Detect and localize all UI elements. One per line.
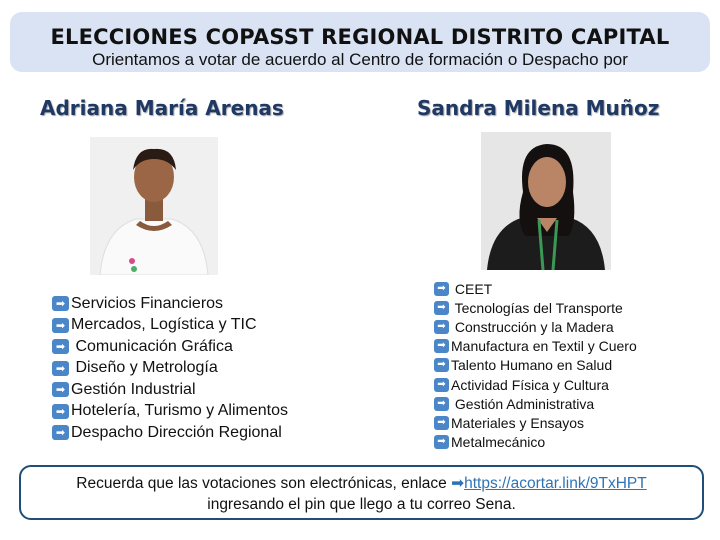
page-title: ELECCIONES COPASST REGIONAL DISTRITO CAPITAL — [50, 25, 670, 49]
voting-link[interactable]: https://acortar.link/9TxHPT — [464, 475, 647, 492]
candidate-photo-left — [90, 137, 218, 275]
candidate-left-centers — [52, 293, 288, 444]
list-item: ➡ Manufactura en Textil y Cuero — [434, 337, 637, 356]
right-arrow-icon: ➡ — [52, 361, 69, 376]
right-arrow-icon: ➡ — [434, 416, 449, 430]
right-arrow-icon: ➡ — [434, 339, 449, 353]
candidate-name-left: Adriana María Arenas — [40, 96, 284, 120]
list-item: ➡ Mercados, Logística y TIC — [52, 315, 288, 337]
notice-line-2: ingresando el pin que llego a tu correo Sena. — [207, 496, 516, 513]
right-arrow-icon: ➡ — [52, 339, 69, 354]
list-item: ➡ Hotelería, Turismo y Alimentos — [52, 401, 288, 423]
page-subtitle: Orientamos a votar de acuerdo al Centro de formación o Despacho por — [92, 50, 628, 69]
list-item: ➡ Servicios Financieros — [52, 293, 288, 315]
candidate-right-centers — [434, 279, 637, 452]
notice-line-1: Recuerda que las votaciones son electrónicas, enlace ➡https://acortar.link/9TxHPT — [76, 475, 647, 492]
right-arrow-icon: ➡ — [434, 397, 449, 411]
right-arrow-icon: ➡ — [434, 320, 449, 334]
list-item: ➡ Metalmecánico — [434, 433, 637, 452]
list-item: ➡ Tecnologías del Transporte — [434, 298, 637, 317]
list-item: ➡ Talento Humano en Salud — [434, 356, 637, 375]
list-item: ➡ Gestión Industrial — [52, 379, 288, 401]
list-item: ➡ Materiales y Ensayos — [434, 413, 637, 432]
voting-notice — [19, 465, 704, 520]
list-item: ➡ CEET — [434, 279, 637, 298]
list-item: ➡ Diseño y Metrología — [52, 358, 288, 380]
right-arrow-icon: ➡ — [434, 301, 449, 315]
right-arrow-icon: ➡ — [52, 425, 69, 440]
right-arrow-icon: ➡ — [52, 318, 69, 333]
list-item: ➡ Despacho Dirección Regional — [52, 422, 288, 444]
candidate-name-right: Sandra Milena Muñoz — [417, 96, 660, 120]
right-arrow-icon: ➡ — [52, 404, 69, 419]
right-arrow-icon: ➡ — [434, 378, 449, 392]
right-arrow-icon: ➡ — [451, 475, 465, 492]
title-banner — [10, 12, 710, 72]
right-arrow-icon: ➡ — [434, 282, 449, 296]
right-arrow-icon: ➡ — [434, 435, 449, 449]
right-arrow-icon: ➡ — [52, 296, 69, 311]
list-item: ➡ Actividad Física y Cultura — [434, 375, 637, 394]
list-item: ➡ Construcción y la Madera — [434, 317, 637, 336]
right-arrow-icon: ➡ — [434, 358, 449, 372]
list-item: ➡ Gestión Administrativa — [434, 394, 637, 413]
right-arrow-icon: ➡ — [52, 382, 69, 397]
candidate-photo-right — [481, 132, 611, 270]
list-item: ➡ Comunicación Gráfica — [52, 336, 288, 358]
